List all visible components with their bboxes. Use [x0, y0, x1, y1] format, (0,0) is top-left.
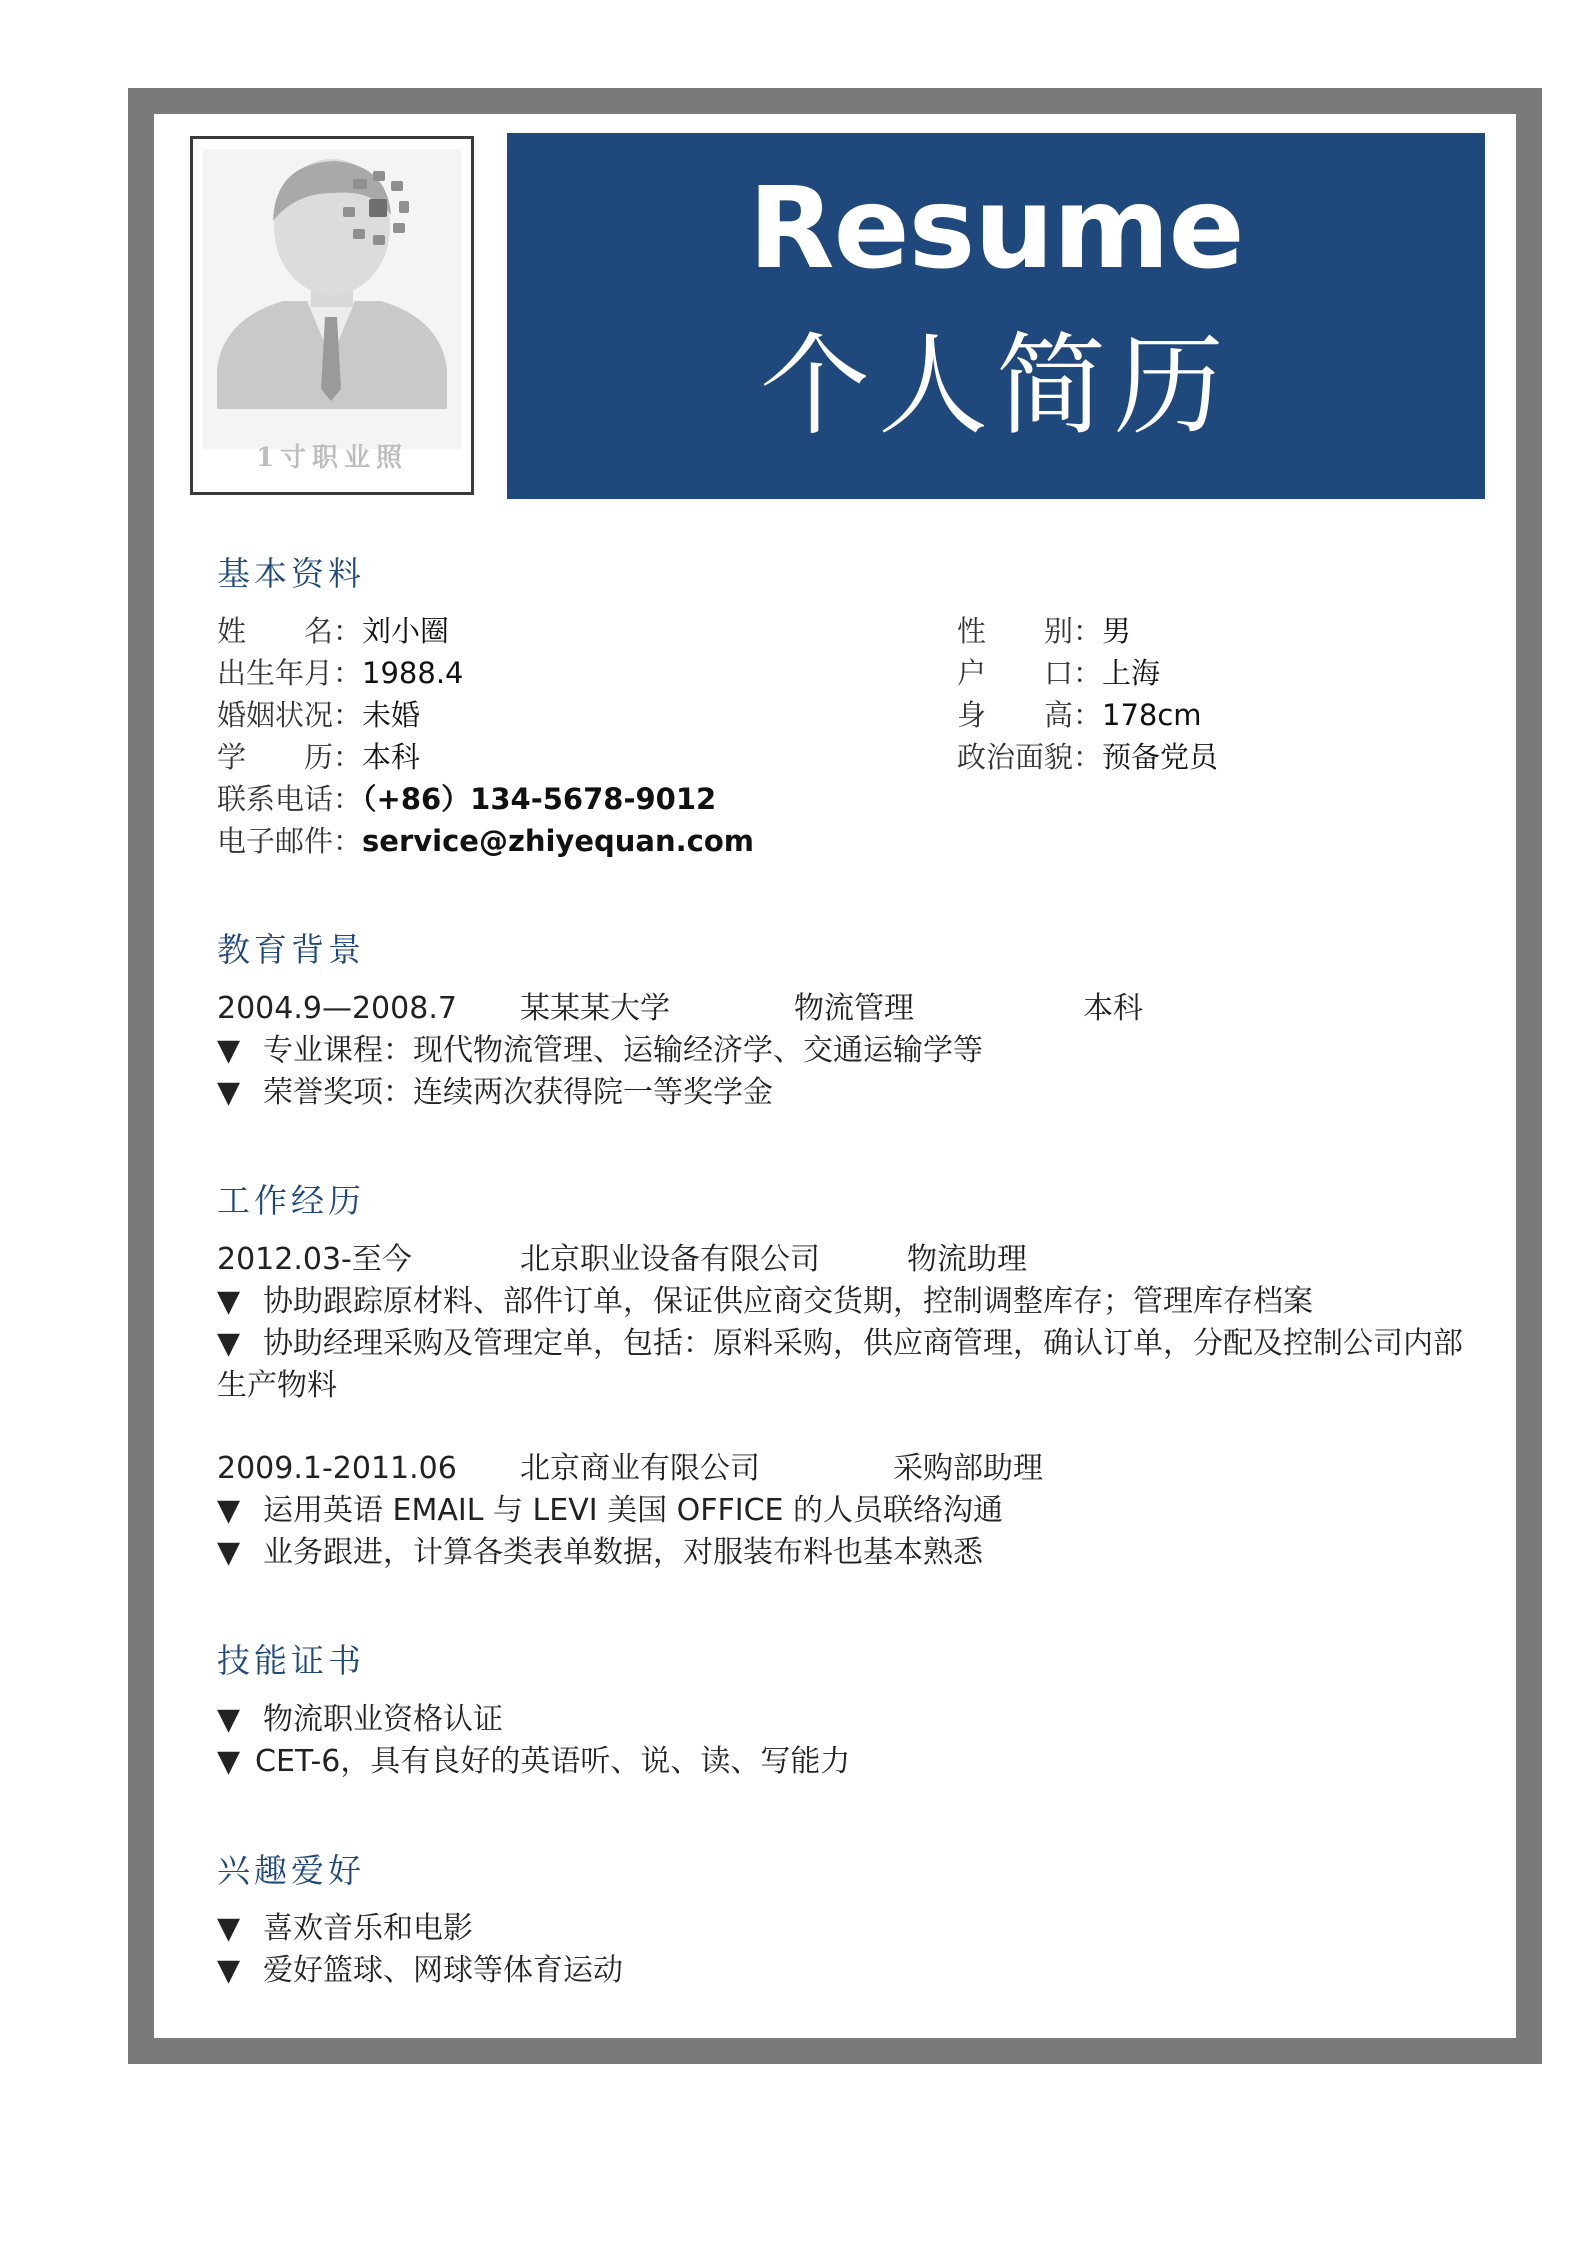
- triangle-bullet-icon: ▼: [217, 1953, 241, 1988]
- education-degree: 本科: [1083, 991, 1143, 1026]
- list-item: ▼ 荣誉奖项：连续两次获得院一等奖学金: [217, 1072, 773, 1114]
- job-period: 2012.03-至今: [217, 1242, 412, 1277]
- job-position: 采购部助理: [893, 1451, 1043, 1486]
- list-item: ▼ 协助跟踪原材料、部件订单，保证供应商交货期，控制调整库存；管理库存档案: [217, 1281, 1313, 1323]
- triangle-bullet-icon: ▼: [217, 1744, 241, 1779]
- section-title-basic: 基本资料: [217, 554, 365, 593]
- list-item: ▼ 业务跟进，计算各类表单数据，对服装布料也基本熟悉: [217, 1532, 983, 1574]
- section-title-education: 教育背景: [217, 930, 365, 969]
- list-item: ▼ 爱好篮球、网球等体育运动: [217, 1950, 623, 1992]
- job-period: 2009.1-2011.06: [217, 1451, 457, 1486]
- triangle-bullet-icon: ▼: [217, 1033, 241, 1068]
- section-title-work: 工作经历: [217, 1181, 365, 1220]
- triangle-bullet-icon: ▼: [217, 1493, 241, 1528]
- info-row-phone: 联系电话：（+86）134-5678-9012: [217, 782, 717, 816]
- job-company: 北京商业有限公司: [520, 1451, 760, 1486]
- list-item: ▼ 物流职业资格认证: [217, 1699, 503, 1741]
- info-row-marital: 婚姻状况：未婚: [217, 698, 421, 732]
- job-header-row: [217, 1448, 1467, 1490]
- section-title-hobbies: 兴趣爱好: [217, 1851, 365, 1890]
- info-row-email: 电子邮件：service@zhiyequan.com: [217, 824, 754, 858]
- education-school: 某某某大学: [520, 991, 670, 1026]
- title-chinese: 个人简历: [760, 322, 1232, 450]
- list-item: ▼ 喜欢音乐和电影: [217, 1908, 473, 1950]
- basic-info-left: [217, 610, 754, 862]
- education-major: 物流管理: [794, 991, 914, 1026]
- photo-caption: 1寸职业照: [255, 443, 409, 473]
- list-item: ▼ 运用英语 EMAIL 与 LEVI 美国 OFFICE 的人员联络沟通: [217, 1490, 1003, 1532]
- info-row-education: 学 历：本科: [217, 740, 421, 774]
- info-row-name: 姓 名：刘小圈: [217, 614, 450, 648]
- education-header-row: [217, 988, 1467, 1030]
- section-title-skills: 技能证书: [217, 1641, 365, 1680]
- info-row-gender: 性 别：男: [957, 614, 1132, 648]
- avatar-silhouette-icon: [203, 149, 461, 449]
- education-period: 2004.9—2008.7: [217, 991, 457, 1026]
- title-english: Resume: [748, 164, 1244, 294]
- triangle-bullet-icon: ▼: [217, 1075, 241, 1110]
- triangle-bullet-icon: ▼: [217, 1326, 241, 1361]
- info-row-height: 身 高：178cm: [957, 698, 1202, 732]
- list-item: ▼ 协助经理采购及管理定单，包括：原料采购，供应商管理，确认订单，分配及控制公司内部生产物料: [217, 1323, 1467, 1407]
- job-company: 北京职业设备有限公司: [520, 1242, 820, 1277]
- triangle-bullet-icon: ▼: [217, 1702, 241, 1737]
- info-row-hukou: 户 口：上海: [957, 656, 1161, 690]
- job-position: 物流助理: [907, 1242, 1027, 1277]
- triangle-bullet-icon: ▼: [217, 1535, 241, 1570]
- info-row-political: 政治面貌：预备党员: [957, 740, 1219, 774]
- title-banner: [507, 133, 1485, 499]
- job-header-row: [217, 1239, 1467, 1281]
- list-item: ▼ 专业课程：现代物流管理、运输经济学、交通运输学等: [217, 1030, 983, 1072]
- profile-photo: [190, 136, 474, 495]
- list-item: ▼ CET-6，具有良好的英语听、说、读、写能力: [217, 1741, 850, 1783]
- info-row-birth: 出生年月：1988.4: [217, 656, 464, 690]
- triangle-bullet-icon: ▼: [217, 1911, 241, 1946]
- triangle-bullet-icon: ▼: [217, 1284, 241, 1319]
- basic-info-right: [957, 610, 1218, 778]
